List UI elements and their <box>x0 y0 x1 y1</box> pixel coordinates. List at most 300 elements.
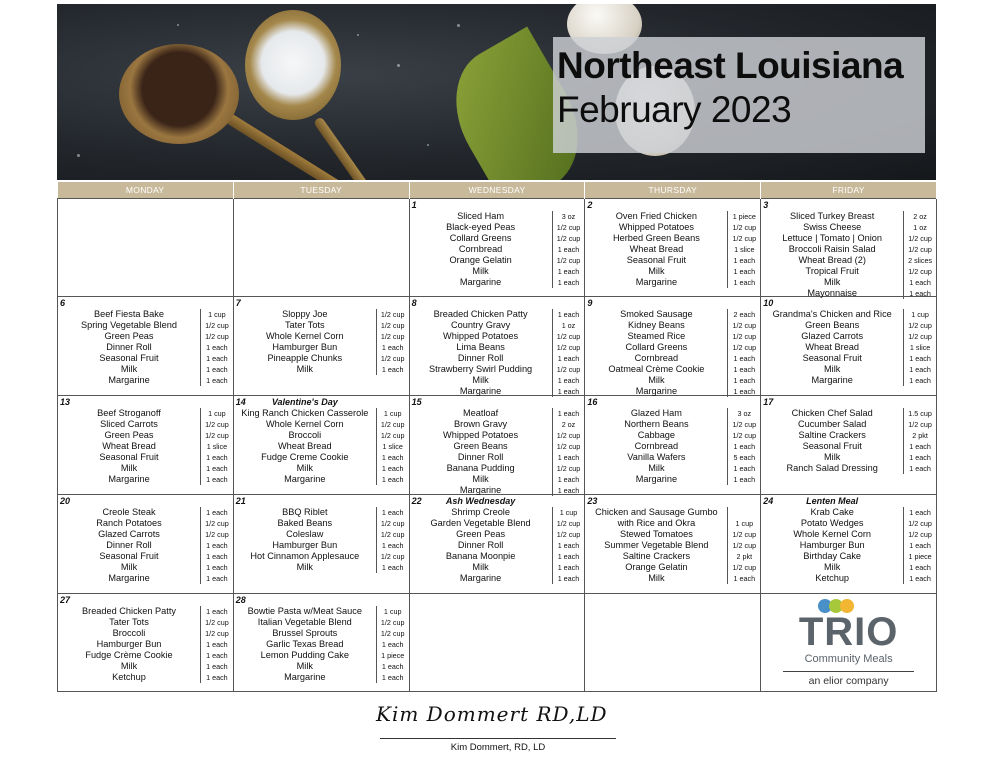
menu-item-row <box>234 364 409 375</box>
menu-item-row <box>761 551 936 562</box>
menu-item-name: Cabbage <box>637 430 676 441</box>
menu-item-name: BBQ Riblet <box>282 506 328 517</box>
menu-item-name: Margarine <box>108 474 150 485</box>
day-number: 8 <box>411 298 417 309</box>
menu-item-row <box>585 309 760 320</box>
day-cell <box>409 297 585 396</box>
menu-item-row <box>410 244 585 255</box>
menu-item-row <box>410 331 585 342</box>
menu-item-portion: 1/2 cup <box>552 518 585 529</box>
menu-item-row <box>761 266 936 277</box>
menu-item-name: Breaded Chicken Patty <box>433 309 528 320</box>
menu-item-portion: 1 each <box>200 650 233 661</box>
day-cell <box>585 494 761 593</box>
menu-item-name: Sliced Ham <box>457 210 505 221</box>
menu-item-row <box>58 342 233 353</box>
menu-item-portion: 1 each <box>200 474 233 485</box>
menu-item-row <box>58 606 233 617</box>
menu-item-name: Broccoli <box>288 430 322 441</box>
menu-item-name: Margarine <box>635 386 678 397</box>
salt-speck <box>77 154 80 157</box>
menu-item-row <box>58 452 233 463</box>
menu-item-portion: 1 each <box>903 540 936 551</box>
menu-item-row <box>234 628 409 639</box>
menu-item-row <box>234 474 409 485</box>
menu-item-row <box>410 419 585 430</box>
menu-item-portion: 1/2 cup <box>727 320 760 331</box>
menu-item-row <box>761 463 936 474</box>
menu-item-row <box>410 364 585 375</box>
menu-item-row <box>58 474 233 485</box>
menu-item-name: Wheat Bread <box>102 441 156 452</box>
menu-item-portion: 1/2 cup <box>903 529 936 540</box>
menu-item-row <box>761 320 936 331</box>
day-cell <box>761 396 937 495</box>
logo-subtitle: Community Meals <box>804 652 893 665</box>
salt-speck <box>397 64 400 67</box>
menu-item-row <box>761 255 936 266</box>
menu-item-row <box>58 364 233 375</box>
menu-item-row <box>585 244 760 255</box>
menu-item-portion: 1 each <box>200 364 233 375</box>
menu-item-portion: 1/2 cup <box>376 628 409 639</box>
menu-item-name: Krab Cake <box>810 506 854 517</box>
menu-item-portion: 1/2 cup <box>903 233 936 244</box>
menu-item-name: with Rice and Okra <box>617 517 696 528</box>
day-cell <box>58 593 234 692</box>
menu-item-portion: 1 piece <box>376 650 409 661</box>
menu-item-row <box>761 309 936 320</box>
menu-item-row <box>410 562 585 573</box>
menu-item-name: Sliced Carrots <box>100 419 158 430</box>
menu-item-portion: 1 each <box>552 562 585 573</box>
menu-item-portion: 1 each <box>200 551 233 562</box>
menu-item-portion: 1/2 cup <box>552 463 585 474</box>
menu-item-portion: 1 each <box>552 474 585 485</box>
menu-item-name: Garden Vegetable Blend <box>430 517 531 528</box>
salt-speck <box>457 24 460 27</box>
menu-item-name: Broccoli <box>112 627 146 638</box>
menu-item-portion: 1 each <box>376 639 409 650</box>
menu-item-portion: 1 cup <box>903 309 936 320</box>
menu-item-portion: 1 each <box>200 606 233 617</box>
menu-item-row <box>234 529 409 540</box>
menu-item-portion: 1/2 cup <box>376 617 409 628</box>
day-cell <box>58 297 234 396</box>
menu-item-portion: 1 oz <box>903 222 936 233</box>
menu-item-portion: 1 each <box>376 562 409 573</box>
menu-item-row <box>585 474 760 485</box>
menu-item-name: Cornbread <box>634 441 679 452</box>
menu-item-portion: 1/2 cup <box>376 320 409 331</box>
menu-list <box>234 507 409 593</box>
menu-item-name: Oven Fried Chicken <box>615 210 697 221</box>
menu-item-portion: 2 pkt <box>903 430 936 441</box>
menu-item-row <box>585 430 760 441</box>
menu-list <box>410 408 585 494</box>
menu-item-portion: 1 each <box>727 255 760 266</box>
menu-item-name: Wheat Bread (2) <box>798 254 866 265</box>
menu-item-name: Chicken and Sausage Gumbo <box>595 506 718 517</box>
signature-script: Kim Dommert RD,LD <box>376 702 608 726</box>
menu-item-name: Green Peas <box>104 331 154 342</box>
menu-item-row <box>58 507 233 518</box>
menu-item-portion: 1 slice <box>727 244 760 255</box>
menu-item-portion: 1 slice <box>200 441 233 452</box>
menu-item-name: Lemon Pudding Cake <box>260 649 349 660</box>
menu-item-row <box>410 441 585 452</box>
menu-item-row <box>234 540 409 551</box>
menu-item-row <box>585 551 760 562</box>
menu-item-portion: 5 each <box>727 452 760 463</box>
menu-item-portion: 1 each <box>903 507 936 518</box>
menu-item-name: Bowtie Pasta w/Meat Sauce <box>247 605 362 616</box>
menu-item-name: Tater Tots <box>109 616 149 627</box>
menu-item-portion: 1 each <box>727 441 760 452</box>
menu-item-portion: 1/2 cup <box>200 331 233 342</box>
menu-item-portion: 1 each <box>376 672 409 683</box>
menu-item-name: Seasonal Fruit <box>99 550 159 561</box>
menu-item-portion: 1/2 cup <box>727 419 760 430</box>
menu-item-name: Saltine Crackers <box>798 430 866 441</box>
menu-item-portion: 1 each <box>200 375 233 386</box>
menu-item-row <box>585 331 760 342</box>
menu-item-name: Margarine <box>635 474 678 485</box>
menu-item-name: Milk <box>120 561 138 572</box>
menu-item-portion: 1/2 cup <box>376 419 409 430</box>
menu-item-portion: 1 each <box>376 452 409 463</box>
menu-item-portion: 1/2 cup <box>200 518 233 529</box>
menu-item-name: Northern Beans <box>624 419 689 430</box>
menu-item-row <box>410 233 585 244</box>
menu-item-name: Brussel Sprouts <box>272 627 338 638</box>
menu-item-name: Seasonal Fruit <box>99 452 159 463</box>
menu-list <box>410 211 585 297</box>
menu-item-name: Sliced Turkey Breast <box>790 210 875 221</box>
menu-item-name: Seasonal Fruit <box>802 441 862 452</box>
menu-item-name: Margarine <box>459 386 502 397</box>
menu-item-row <box>58 320 233 331</box>
menu-item-name: Margarine <box>284 474 326 485</box>
day-cell <box>585 593 761 692</box>
menu-item-portion: 1 each <box>903 562 936 573</box>
menu-item-row <box>410 518 585 529</box>
menu-item-row <box>761 529 936 540</box>
menu-item-name: Dinner Roll <box>457 452 504 463</box>
day-cell <box>409 494 585 593</box>
menu-item-name: Fudge Crème Cookie <box>85 649 173 660</box>
menu-item-name: Potato Wedges <box>800 517 864 528</box>
menu-item-row <box>761 222 936 233</box>
menu-item-portion: 1/2 cup <box>727 342 760 353</box>
menu-item-row <box>761 277 936 288</box>
menu-item-name: Milk <box>648 265 665 276</box>
menu-item-name: Milk <box>472 561 489 572</box>
menu-item-row <box>585 463 760 474</box>
menu-item-row <box>585 419 760 430</box>
menu-item-name: Breaded Chicken Patty <box>82 605 176 616</box>
day-number: 17 <box>763 397 774 408</box>
signature-name: Kim Dommert, RD, LD <box>450 742 546 753</box>
menu-item-portion: 1 cup <box>376 606 409 617</box>
menu-item-portion: 1 each <box>376 474 409 485</box>
menu-item-portion: 1 each <box>552 266 585 277</box>
menu-item-name: Mayonnaise <box>807 287 857 298</box>
menu-item-name: Margarine <box>459 276 502 287</box>
menu-item-row <box>410 353 585 364</box>
menu-item-row <box>585 518 760 529</box>
weekday-header: WEDNESDAY <box>409 182 585 198</box>
menu-item-name: Seasonal Fruit <box>99 353 159 364</box>
menu-item-row <box>585 255 760 266</box>
menu-item-row <box>585 529 760 540</box>
day-number: 22 <box>411 495 422 506</box>
day-cell <box>409 593 585 692</box>
menu-list <box>234 408 409 494</box>
menu-item-portion: 1 each <box>552 485 585 496</box>
menu-item-name: Saltine Crackers <box>622 550 691 561</box>
menu-item-row <box>761 562 936 573</box>
menu-item-name: Dinner Roll <box>457 539 504 550</box>
menu-item-name: Garlic Texas Bread <box>266 638 344 649</box>
menu-item-row <box>761 342 936 353</box>
weekday-header: TUESDAY <box>233 182 409 198</box>
menu-item-portion: 1 each <box>727 277 760 288</box>
menu-item-portion: 1 each <box>552 386 585 397</box>
menu-item-row <box>585 342 760 353</box>
menu-item-name: Margarine <box>459 572 502 583</box>
menu-item-portion: 1/2 cup <box>903 320 936 331</box>
menu-item-row <box>761 233 936 244</box>
day-title: Ash Wednesday <box>445 495 516 506</box>
menu-item-name: Italian Vegetable Blend <box>257 616 352 627</box>
salt-speck <box>357 34 359 36</box>
menu-item-row <box>761 375 936 386</box>
menu-item-row <box>761 518 936 529</box>
menu-item-name: Meatloaf <box>462 408 499 419</box>
menu-list <box>585 309 760 395</box>
menu-item-portion: 1/2 cup <box>376 551 409 562</box>
menu-item-name: Dinner Roll <box>106 342 152 353</box>
menu-item-name: Hamburger Bun <box>799 539 865 550</box>
menu-item-row <box>58 419 233 430</box>
menu-item-portion: 1 each <box>200 573 233 584</box>
menu-item-name: Vanilla Wafers <box>627 452 686 463</box>
menu-item-row <box>410 551 585 562</box>
menu-item-name: Hot Cinnamon Applesauce <box>250 550 360 561</box>
menu-item-row <box>410 255 585 266</box>
menu-item-portion: 1/2 cup <box>903 266 936 277</box>
menu-item-row <box>58 628 233 639</box>
menu-item-row <box>58 540 233 551</box>
menu-item-portion: 2 oz <box>903 211 936 222</box>
menu-item-portion: 1/2 cup <box>552 255 585 266</box>
menu-item-row <box>58 375 233 386</box>
menu-item-name: Seasonal Fruit <box>802 353 862 364</box>
menu-item-portion: 1 each <box>200 562 233 573</box>
weekday-header: FRIDAY <box>761 182 937 198</box>
menu-item-portion: 1 each <box>552 375 585 386</box>
menu-item-name: Glazed Carrots <box>98 528 160 539</box>
menu-item-name: Banana Moonpie <box>445 550 516 561</box>
menu-item-name: Collard Greens <box>625 342 688 353</box>
menu-item-portion: 1 each <box>200 353 233 364</box>
day-number: 24 <box>763 495 774 506</box>
menu-item-row <box>585 375 760 386</box>
menu-item-portion: 1/2 cup <box>552 342 585 353</box>
menu-list <box>585 211 760 297</box>
menu-item-name: Cornbread <box>458 243 503 254</box>
menu-item-name: Margarine <box>635 276 678 287</box>
menu-item-name: Green Peas <box>104 430 154 441</box>
menu-item-portion: 1/2 cup <box>376 353 409 364</box>
menu-item-name: Smoked Sausage <box>620 309 693 320</box>
menu-item-row <box>761 244 936 255</box>
menu-item-portion: 2 pkt <box>727 551 760 562</box>
menu-item-row <box>410 222 585 233</box>
menu-item-name: Dinner Roll <box>457 353 504 364</box>
menu-item-row <box>58 650 233 661</box>
menu-item-portion: 1/2 cup <box>903 518 936 529</box>
day-number: 21 <box>235 495 246 506</box>
menu-item-row <box>58 463 233 474</box>
menu-item-portion: 1 slice <box>903 342 936 353</box>
menu-item-name: Milk <box>824 452 841 463</box>
menu-item-row <box>410 211 585 222</box>
menu-item-name: Tropical Fruit <box>805 265 859 276</box>
day-number: 14 <box>235 397 246 408</box>
menu-item-row <box>761 353 936 364</box>
menu-item-row <box>58 573 233 584</box>
menu-item-portion: 1 piece <box>727 211 760 222</box>
menu-item-row <box>58 353 233 364</box>
menu-item-row <box>585 441 760 452</box>
menu-item-name: Orange Gelatin <box>625 561 688 572</box>
menu-item-portion: 1/2 cup <box>727 540 760 551</box>
menu-list <box>58 507 233 593</box>
menu-item-name: Fudge Creme Cookie <box>261 452 349 463</box>
day-number: 3 <box>763 199 769 210</box>
day-title: Lenten Meal <box>806 495 859 506</box>
day-cell <box>233 396 409 495</box>
menu-item-portion: 1 each <box>903 353 936 364</box>
menu-item-row <box>234 617 409 628</box>
menu-item-name: Ketchup <box>815 572 850 583</box>
menu-item-portion: 1 each <box>200 672 233 683</box>
menu-item-portion: 3 oz <box>727 408 760 419</box>
menu-calendar <box>57 182 937 692</box>
menu-item-name: Brown Gravy <box>454 419 508 430</box>
signature-line <box>380 738 616 739</box>
trio-logo <box>761 594 936 692</box>
menu-item-portion: 1/2 cup <box>727 562 760 573</box>
menu-item-name: Milk <box>120 660 138 671</box>
menu-item-portion: 1/2 cup <box>200 419 233 430</box>
menu-item-row <box>58 617 233 628</box>
menu-item-portion: 1 each <box>903 441 936 452</box>
menu-item-name: Milk <box>648 375 665 386</box>
menu-item-portion: 1/2 cup <box>376 529 409 540</box>
day-number: 1 <box>411 199 417 210</box>
day-cell <box>585 297 761 396</box>
menu-item-row <box>234 309 409 320</box>
day-number: 2 <box>587 199 593 210</box>
menu-item-portion: 1 each <box>200 463 233 474</box>
menu-list <box>761 507 936 593</box>
menu-item-name: Milk <box>296 660 313 671</box>
menu-item-portion: 1 each <box>903 375 936 386</box>
menu-item-name: Hamburger Bun <box>272 539 338 550</box>
menu-item-row <box>234 331 409 342</box>
menu-item-portion: 1 each <box>552 353 585 364</box>
day-number: 6 <box>60 298 66 309</box>
menu-item-row <box>761 540 936 551</box>
menu-item-portion: 1 slice <box>376 441 409 452</box>
menu-item-portion: 1/2 cup <box>552 441 585 452</box>
menu-item-row <box>761 573 936 584</box>
menu-item-row <box>58 551 233 562</box>
day-cell <box>233 593 409 692</box>
day-cell <box>409 198 585 297</box>
menu-item-row <box>58 309 233 320</box>
logo-cell <box>761 593 937 692</box>
menu-item-row <box>234 408 409 419</box>
day-number: 10 <box>763 298 774 309</box>
menu-item-name: Wheat Bread <box>805 342 859 353</box>
menu-item-name: Milk <box>472 265 489 276</box>
menu-item-portion: 1 oz <box>552 320 585 331</box>
menu-item-name: Ranch Salad Dressing <box>786 463 878 474</box>
menu-item-row <box>761 430 936 441</box>
menu-item-name: Shrimp Creole <box>451 506 510 517</box>
menu-item-name: Steamed Rice <box>627 331 686 342</box>
menu-item-name: Stewed Tomatoes <box>619 528 693 539</box>
day-cell <box>761 494 937 593</box>
menu-item-name: Milk <box>648 463 665 474</box>
menu-item-portion: 1/2 cup <box>376 430 409 441</box>
menu-item-name: Country Gravy <box>450 320 511 331</box>
menu-item-portion: 1/2 cup <box>552 364 585 375</box>
menu-item-name: Milk <box>472 474 489 485</box>
day-number: 13 <box>60 397 71 408</box>
logo-name: TRIO <box>798 609 899 654</box>
menu-item-name: Strawberry Swirl Pudding <box>429 364 533 375</box>
menu-list <box>58 309 233 395</box>
menu-item-row <box>761 452 936 463</box>
menu-item-portion: 1 each <box>200 639 233 650</box>
menu-item-name: Beef Stroganoff <box>97 408 161 419</box>
menu-item-portion: 1/2 cup <box>727 430 760 441</box>
menu-item-row <box>761 331 936 342</box>
menu-item-portion: 1/2 cup <box>200 628 233 639</box>
day-cell <box>761 297 937 396</box>
menu-item-name: Milk <box>296 463 313 474</box>
menu-item-row <box>761 507 936 518</box>
menu-item-name: Grandma's Chicken and Rice <box>772 309 892 320</box>
menu-item-name: King Ranch Chicken Casserole <box>241 408 369 419</box>
menu-item-name: Glazed Ham <box>630 408 682 419</box>
menu-item-portion: 1 each <box>552 573 585 584</box>
menu-item-name: Green Peas <box>456 528 506 539</box>
menu-item-portion: 1/2 cup <box>552 430 585 441</box>
menu-item-row <box>761 211 936 222</box>
menu-item-name: Kidney Beans <box>628 320 685 331</box>
header-banner <box>57 4 936 180</box>
menu-list <box>585 507 760 593</box>
menu-item-portion: 1 each <box>903 452 936 463</box>
menu-item-name: Margarine <box>811 375 853 386</box>
menu-item-portion: 1/2 cup <box>376 331 409 342</box>
